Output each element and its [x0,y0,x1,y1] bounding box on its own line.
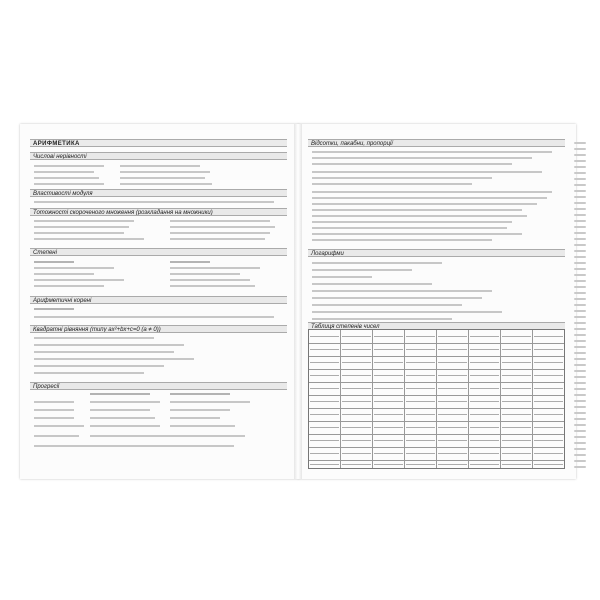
section-title-progressions: Прогресії [30,382,287,390]
section-title-identities: Тотожності скороченого множення (розкладання на множники) [30,208,287,216]
section-title-arithmetic: АРИФМЕТИКА [30,139,287,147]
section-title-powers: Степені [30,248,287,256]
open-notebook [20,124,576,479]
section-title-percentages: Відсотки, пакабни, пропорції [308,139,565,147]
section-title-logarithms: Логарифми [308,249,565,257]
section-title-roots: Арифметичні корені [30,296,287,304]
left-page [20,124,299,479]
section-title-power-table: Таблиця степенів чисел [308,322,565,330]
section-title-inequalities: Числові нерівності [30,152,287,160]
notebook-gutter [294,124,302,479]
spiral-binding [574,142,586,472]
section-title-quadratic: Квадратні рівняння (типу ax²+bx+c=0 (a ≠ 0)) [30,325,287,333]
right-page [298,124,576,479]
section-title-modulus: Властивості модуля [30,189,287,197]
powers-table [308,329,565,469]
